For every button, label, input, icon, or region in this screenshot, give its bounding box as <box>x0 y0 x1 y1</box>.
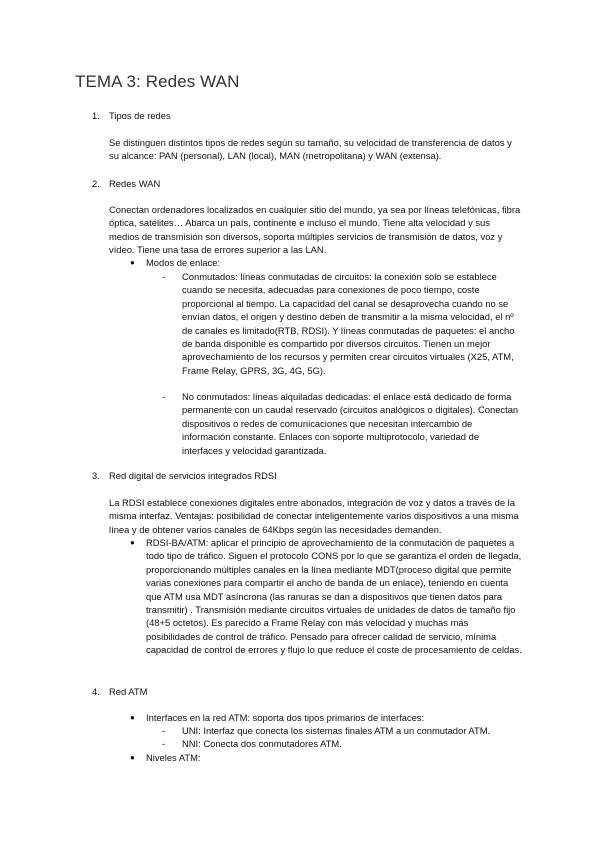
section-2-paragraph: Conectan ordenadores localizados en cualquier sitio del mundo, ya sea por líneas telefónicas, fibra óptica, satélites… Abarca un país, continente e incluso el mundo. Tiene alta velocidad y sus medios de transmisión son diversos, soporta múltiples servicios de transmisión de datos, voz y vídeo. Tiene una tasa de errores superior a las LAN. <box>109 204 521 256</box>
section-2-title: Redes WAN <box>109 178 161 189</box>
section-4-number: 4. <box>92 686 100 697</box>
section-4-subitem-uni: UNI: Interfaz que conecta los sistemas finales ATM a un conmutador ATM. <box>182 725 491 736</box>
section-3-number: 3. <box>92 470 100 481</box>
section-2-subitem-conmutados: Conmutados: líneas conmutadas de circuitos: la conexión solo se establece cuando se necesita, adecuadas para conexiones de poco tiempo, coste proporcional al tiempo. La capacidad del canal se desaprovecha cuando no se envían datos, el origen y destino deben de transmitir a la misma velocidad, el nº de canales es limitado(RTB, RDSI). Y líneas conmutadas de paquetes: el ancho de banda disponible es compartido por diversos circuitos. Tienen un mejor aprovechamiento de los recursos y permiten crear circuitos virtuales (X25, ATM, Frame Relay, GPRS, 3G, 4G, 5G). <box>182 271 515 376</box>
dash-marker: - <box>162 391 166 402</box>
bullet-marker: ● <box>130 258 135 267</box>
section-1-number: 1. <box>92 110 100 121</box>
section-2-number: 2. <box>92 178 100 189</box>
page-title: TEMA 3: Redes WAN <box>75 72 240 91</box>
section-4-bullet-niveles: Niveles ATM: <box>146 752 201 763</box>
section-1-title: Tipos de redes <box>109 110 171 121</box>
bullet-marker: ● <box>130 538 135 547</box>
section-3-title: Red digital de servicios integrados RDSI <box>109 470 277 481</box>
dash-marker: - <box>162 738 166 749</box>
dash-marker: - <box>162 271 166 282</box>
bullet-marker: ● <box>130 753 135 762</box>
section-4-bullet-interfaces: Interfaces en la red ATM: soporta dos tipos primarios de interfaces: <box>146 712 425 723</box>
dash-marker: - <box>162 725 166 736</box>
section-2-subitem-no-conmutados: No conmutados: líneas alquiladas dedicadas: el enlace está dedicado de forma permanente con un caudal reservado (circuitos analógicos o digitales). Conectan dispositivos o redes de comunicaciones que necesitan intercambio de información constante. Enlaces con soporte multiprotocolo, variedad de interfaces y velocidad garantizada. <box>182 391 519 456</box>
section-1-paragraph: Se distinguen distintos tipos de redes según su tamaño, su velocidad de transferencia de datos y su alcance: PAN (personal), LAN (local), MAN (metropolitana) y WAN (extensa). <box>109 137 512 162</box>
section-4-title: Red ATM <box>109 686 148 697</box>
bullet-marker: ● <box>130 713 135 722</box>
section-2-bullet: Modos de enlace: <box>146 257 221 268</box>
section-3-paragraph: La RDSI establece conexiones digitales entre abonados, integración de voz y datos a través de la misma interfaz. Ventajas: posibilidad de conectar inteligentemente varios dispositivos a una misma línea y de obtener varios canales de 64Kbps según las necesidades demanden. <box>109 497 519 535</box>
section-3-bullet: RDSI-BA/ATM: aplicar el principio de aprovechamiento de la conmutación de paquetes a todo tipo de tráfico. Siguen el protocolo CONS por lo que se garantiza el orden de llegada, proporcionando múltiples canales en la línea mediante MDT(proceso digital que permite varias conexiones para compartir el ancho de banda de un enlace), teniendo en cuenta que ATM usa MDT asíncrona (las ranuras se dan a dispositivos que tienen datos para transmitir) . Transmisión mediante circuitos virtuales de unidades de datos de tamaño fijo (48+5 octetos). Es parecido a Frame Relay con más velocidad y muchas más posibilidades de control de tráfico. Pensado para ofrecer calidad de servicio, mínima capacidad de control de errores y flujo lo que reduce el coste de procesamiento de celdas. <box>146 537 522 656</box>
section-4-subitem-nni: NNI: Conecta dos conmutadores ATM. <box>182 738 342 749</box>
